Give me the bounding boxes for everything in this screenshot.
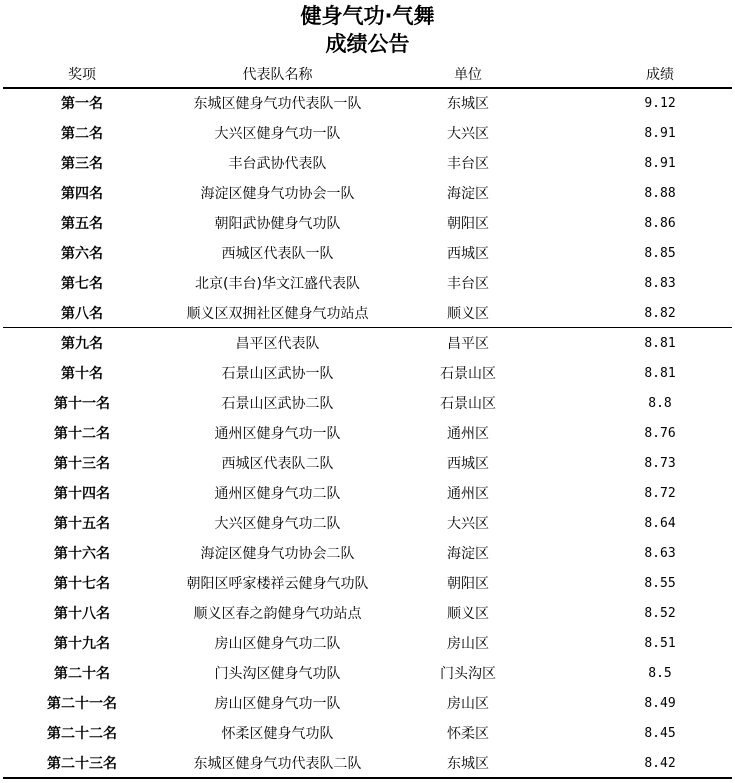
header-score: 成绩 [646, 67, 674, 83]
unit-cell: 海淀区 [447, 186, 489, 202]
team-name-cell: 昌平区代表队 [235, 336, 320, 352]
team-name-cell: 通州区健身气功二队 [214, 486, 341, 502]
score-cell: 8.81 [644, 366, 676, 381]
score-cell: 8.81 [644, 336, 676, 351]
table-row [0, 179, 735, 209]
team-name-cell: 顺义区双拥社区健身气功站点 [186, 306, 369, 322]
unit-cell: 东城区 [447, 96, 489, 112]
table-row [0, 659, 735, 689]
score-cell: 8.55 [644, 576, 676, 591]
unit-cell: 房山区 [447, 636, 489, 652]
team-name-cell: 大兴区健身气功一队 [214, 126, 341, 142]
rank-cell: 第十名 [61, 366, 103, 382]
table-row [0, 509, 735, 539]
team-name-cell: 顺义区春之韵健身气功站点 [193, 606, 362, 622]
score-cell: 8.52 [644, 606, 676, 621]
rank-cell: 第十七名 [54, 576, 110, 592]
header-rank: 奖项 [68, 67, 96, 83]
team-name-cell: 通州区健身气功一队 [214, 426, 341, 442]
unit-cell: 东城区 [447, 756, 489, 772]
score-cell: 8.49 [644, 696, 676, 711]
score-cell: 8.82 [644, 306, 676, 321]
rank-cell: 第十二名 [54, 426, 110, 442]
table-row [0, 629, 735, 659]
score-cell: 8.86 [644, 216, 676, 231]
rank-cell: 第五名 [61, 216, 103, 232]
unit-cell: 西城区 [447, 456, 489, 472]
header-team: 代表队名称 [242, 67, 313, 83]
team-name-cell: 石景山区武协二队 [221, 396, 334, 412]
score-cell: 8.5 [648, 666, 672, 681]
rank-cell: 第二十一名 [47, 696, 117, 712]
score-cell: 8.63 [644, 546, 676, 561]
rank-cell: 第七名 [61, 276, 103, 292]
title-line-2: 成绩公告 [325, 32, 410, 56]
table-row [0, 359, 735, 389]
score-cell: 8.83 [644, 276, 676, 291]
rank-cell: 第二名 [61, 126, 103, 142]
table-row [0, 119, 735, 149]
table-row [0, 239, 735, 269]
table-row [0, 329, 735, 359]
rank-cell: 第十一名 [54, 396, 110, 412]
team-name-cell: 海淀区健身气功协会二队 [200, 546, 355, 562]
unit-cell: 大兴区 [447, 126, 489, 142]
unit-cell: 石景山区 [440, 396, 496, 412]
score-cell: 8.72 [644, 486, 676, 501]
unit-cell: 西城区 [447, 246, 489, 262]
team-name-cell: 西城区代表队二队 [221, 456, 334, 472]
rank-cell: 第十九名 [54, 636, 110, 652]
score-cell: 8.51 [644, 636, 676, 651]
unit-cell: 昌平区 [447, 336, 489, 352]
team-name-cell: 房山区健身气功一队 [214, 696, 341, 712]
table-row [0, 389, 735, 419]
score-cell: 8.73 [644, 456, 676, 471]
team-name-cell: 东城区健身气功代表队二队 [193, 756, 362, 772]
unit-cell: 丰台区 [447, 156, 489, 172]
rank-cell: 第十六名 [54, 546, 110, 562]
rank-cell: 第三名 [61, 156, 103, 172]
unit-cell: 海淀区 [447, 546, 489, 562]
score-cell: 8.91 [644, 156, 676, 171]
team-name-cell: 大兴区健身气功二队 [214, 516, 341, 532]
table-row [0, 689, 735, 719]
unit-cell: 门头沟区 [440, 666, 496, 682]
rank-cell: 第四名 [61, 186, 103, 202]
score-cell: 8.88 [644, 186, 676, 201]
rank-cell: 第六名 [61, 246, 103, 262]
team-name-cell: 朝阳区呼家楼祥云健身气功队 [186, 576, 369, 592]
team-name-cell: 东城区健身气功代表队一队 [193, 96, 362, 112]
rank-cell: 第十四名 [54, 486, 110, 502]
unit-cell: 顺义区 [447, 606, 489, 622]
unit-cell: 朝阳区 [447, 216, 489, 232]
rank-cell: 第二十二名 [47, 726, 117, 742]
unit-cell: 通州区 [447, 486, 489, 502]
team-name-cell: 西城区代表队一队 [221, 246, 334, 262]
team-name-cell: 怀柔区健身气功队 [221, 726, 334, 742]
table-row [0, 149, 735, 179]
unit-cell: 房山区 [447, 696, 489, 712]
rank-cell: 第一名 [61, 96, 103, 112]
header-unit: 单位 [454, 67, 482, 83]
team-name-cell: 海淀区健身气功协会一队 [200, 186, 355, 202]
table-row [0, 269, 735, 299]
table-row [0, 299, 735, 329]
unit-cell: 大兴区 [447, 516, 489, 532]
team-name-cell: 朝阳武协健身气功队 [214, 216, 341, 232]
score-cell: 8.45 [644, 726, 676, 741]
unit-cell: 石景山区 [440, 366, 496, 382]
team-name-cell: 石景山区武协一队 [221, 366, 334, 382]
table-row [0, 539, 735, 569]
score-cell: 9.12 [644, 96, 676, 111]
table-row [0, 89, 735, 119]
table-row [0, 749, 735, 779]
unit-cell: 通州区 [447, 426, 489, 442]
table-row [0, 209, 735, 239]
table-row [0, 419, 735, 449]
unit-cell: 怀柔区 [447, 726, 489, 742]
unit-cell: 丰台区 [447, 276, 489, 292]
score-cell: 8.76 [644, 426, 676, 441]
score-cell: 8.85 [644, 246, 676, 261]
unit-cell: 顺义区 [447, 306, 489, 322]
rank-cell: 第八名 [61, 306, 103, 322]
rank-cell: 第十八名 [54, 606, 110, 622]
rank-cell: 第二十三名 [47, 756, 117, 772]
unit-cell: 朝阳区 [447, 576, 489, 592]
score-cell: 8.42 [644, 756, 676, 771]
table-row [0, 569, 735, 599]
team-name-cell: 门头沟区健身气功队 [214, 666, 341, 682]
rank-cell: 第十三名 [54, 456, 110, 472]
score-cell: 8.91 [644, 126, 676, 141]
team-name-cell: 丰台武协代表队 [228, 156, 327, 172]
rank-cell: 第二十名 [54, 666, 110, 682]
team-name-cell: 北京(丰台)华文江盛代表队 [195, 276, 360, 292]
title-line-1: 健身气功·气舞 [300, 4, 435, 28]
table-row [0, 599, 735, 629]
score-cell: 8.8 [648, 396, 672, 411]
table-row [0, 449, 735, 479]
rank-cell: 第九名 [61, 336, 103, 352]
table-row [0, 719, 735, 749]
table-row [0, 479, 735, 509]
rank-cell: 第十五名 [54, 516, 110, 532]
team-name-cell: 房山区健身气功二队 [214, 636, 341, 652]
score-cell: 8.64 [644, 516, 676, 531]
